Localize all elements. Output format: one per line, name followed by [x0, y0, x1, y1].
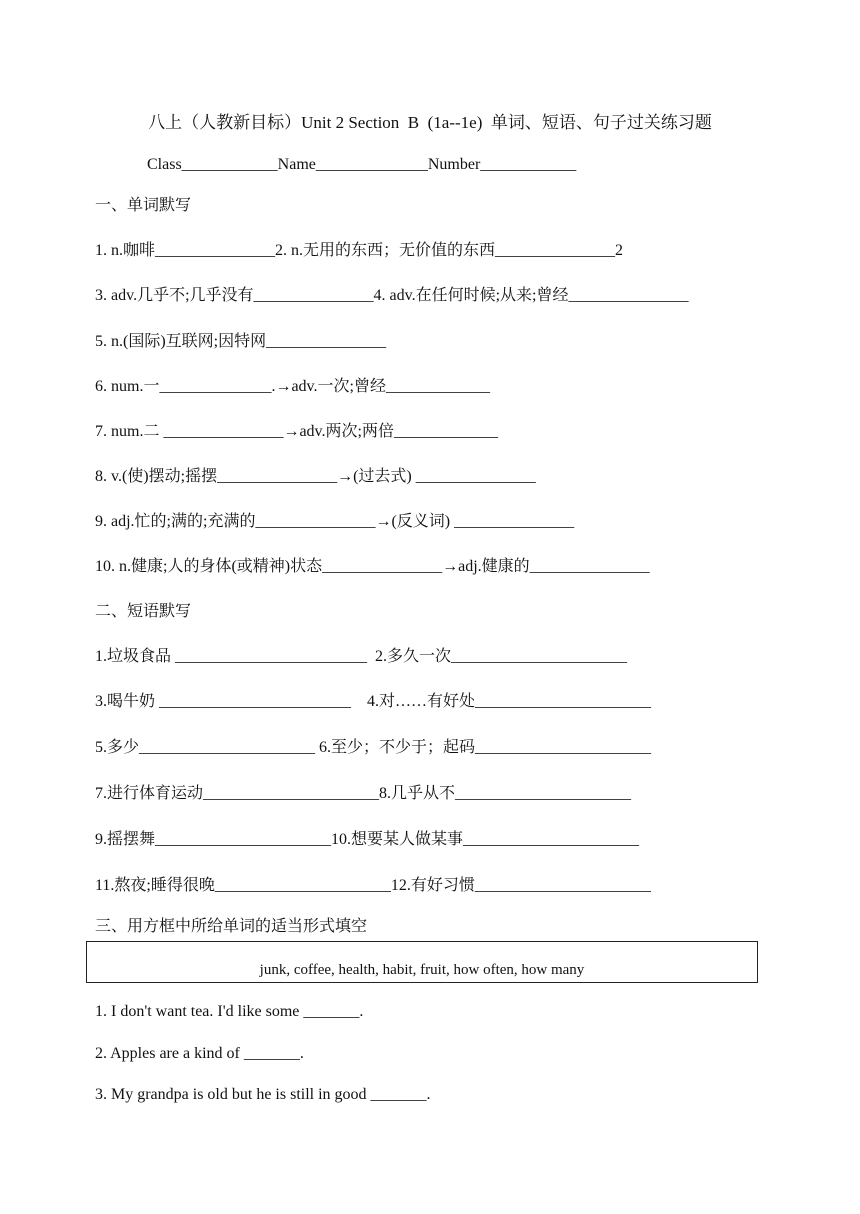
section1-heading: 一、单词默写: [95, 197, 192, 214]
student-info-line: Class____________Name______________Number____________: [147, 156, 577, 173]
phrase-item-6: 11.熬夜;睡得很晚______________________12.有好习惯______________________: [95, 877, 651, 894]
section3-heading: 三、用方框中所给单词的适当形式填空: [95, 918, 368, 935]
word-bank-text: junk, coffee, health, habit, fruit, how often, how many: [259, 962, 585, 978]
fill-blank-item-3: 3. My grandpa is old but he is still in good _______.: [95, 1086, 431, 1103]
phrase-item-5: 9.摇摆舞______________________10.想要某人做某事______________________: [95, 831, 640, 848]
vocab-item-7: 9. adj.忙的;满的;充满的_______________→(反义词) _______________: [95, 513, 575, 530]
phrase-item-4: 7.进行体育运动______________________8.几乎从不______________________: [95, 785, 632, 802]
vocab-item-6: 8. v.(使)摆动;摇摆_______________→(过去式) _______________: [95, 468, 536, 485]
vocab-item-5: 7. num.二 _______________→adv.两次;两倍_____________: [95, 423, 498, 440]
vocab-item-3: 5. n.(国际)互联网;因特网_______________: [95, 333, 387, 350]
vocab-item-1: 1. n.咖啡_______________2. n.无用的东西；无价值的东西_______________2: [95, 242, 624, 259]
vocab-item-2: 3. adv.几乎不;几乎没有_______________4. adv.在任何时候;从来;曾经_______________: [95, 287, 689, 304]
vocab-item-4: 6. num.一______________.→adv.一次;曾经_____________: [95, 378, 490, 395]
fill-blank-item-2: 2. Apples are a kind of _______.: [95, 1045, 304, 1062]
phrase-item-2: 3.喝牛奶 ________________________ 4.对……有好处______________________: [95, 693, 652, 710]
phrase-item-3: 5.多少______________________ 6.至少；不少于；起码______________________: [95, 739, 652, 756]
fill-blank-item-1: 1. I don't want tea. I'd like some _______.: [95, 1003, 364, 1020]
worksheet-title: 八上（人教新目标）Unit 2 Section B (1a--1e) 单词、短语、句子过关练习题: [148, 113, 712, 132]
phrase-item-1: 1.垃圾食品 ________________________ 2.多久一次______________________: [95, 648, 628, 665]
vocab-item-8: 10. n.健康;人的身体(或精神)状态_______________→adj.健康的_______________: [95, 558, 650, 575]
word-bank-box: [86, 941, 758, 983]
section2-heading: 二、短语默写: [95, 603, 192, 620]
